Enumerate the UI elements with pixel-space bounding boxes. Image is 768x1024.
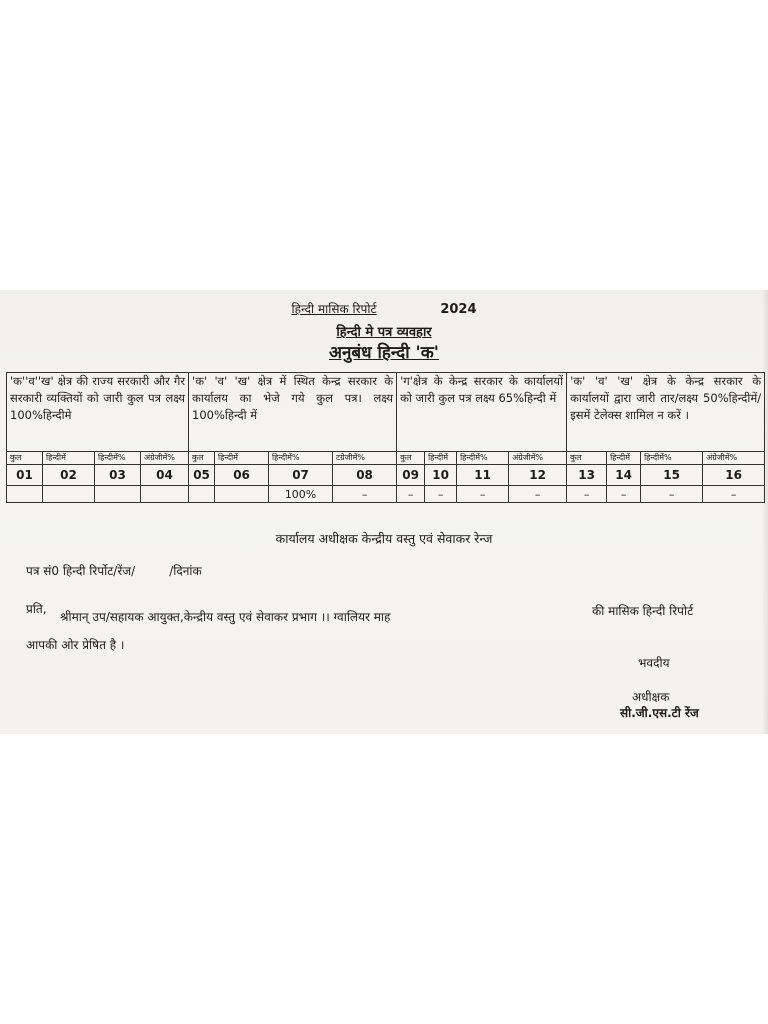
column-number: 08 xyxy=(333,465,397,486)
section-3-description: 'ग'क्षेत्र के केन्द्र सरकार के कार्यालयों को जारी कुल पत्र लक्ष्य 65%हिन्दी में xyxy=(397,373,567,452)
value-cell: – xyxy=(567,486,607,503)
column-header: अंग्रेजीमें% xyxy=(509,452,567,465)
column-header: हिन्दीमें% xyxy=(641,452,703,465)
closing: भवदीय xyxy=(638,656,670,670)
reference-number: पत्र सं0 हिन्दी रिर्पोट/रेंज/ xyxy=(26,564,136,578)
value-cell: – xyxy=(425,486,457,503)
value-cell: – xyxy=(333,486,397,503)
report-subtitle xyxy=(0,322,768,340)
section-1-description: 'क''व''ख' क्षेत्र की राज्य सरकारी और गैर सरकारी व्यक्तियों को जारी कुल पत्र लक्ष्य 100%हिन्दीमे xyxy=(7,373,189,452)
column-header: हिन्दीमें xyxy=(607,452,641,465)
value-cell xyxy=(215,486,269,503)
reference-date: /दिनांक xyxy=(169,564,202,578)
reference-line xyxy=(26,562,202,579)
value-cell: – xyxy=(641,486,703,503)
value-cell xyxy=(141,486,189,503)
column-header: हिन्दीमें% xyxy=(95,452,141,465)
column-number: 05 xyxy=(189,465,215,486)
report-heading xyxy=(0,300,768,317)
value-cell: 100% xyxy=(269,486,333,503)
column-header-row xyxy=(7,452,765,465)
column-number: 16 xyxy=(703,465,765,486)
to-label: प्रति, xyxy=(26,602,47,616)
column-number: 14 xyxy=(607,465,641,486)
column-header: कुल xyxy=(7,452,43,465)
column-number: 01 xyxy=(7,465,43,486)
column-header: अंग्रेजीमें% xyxy=(141,452,189,465)
column-number: 02 xyxy=(43,465,95,486)
annexure-title xyxy=(0,340,768,363)
column-number: 06 xyxy=(215,465,269,486)
document-photo xyxy=(0,290,768,734)
signatory-range: सी.जी.एस.टी रेंज xyxy=(620,706,699,720)
column-header: कुल xyxy=(397,452,425,465)
column-header: हिन्दीमें xyxy=(215,452,269,465)
subtitle-text: हिन्दी मे पत्र व्यवहार xyxy=(336,325,432,340)
value-row xyxy=(7,486,765,503)
column-number-row xyxy=(7,465,765,486)
column-number: 04 xyxy=(141,465,189,486)
description-row xyxy=(7,373,765,452)
column-number: 13 xyxy=(567,465,607,486)
column-header: कुल xyxy=(189,452,215,465)
annexure-text: अनुबंध हिन्दी 'क' xyxy=(329,343,439,363)
value-cell: – xyxy=(457,486,509,503)
column-number: 07 xyxy=(269,465,333,486)
addressee: श्रीमान् उप/सहायक आयुक्त,केन्द्रीय वस्तु एवं सेवाकर प्रभाग ।। ग्वालियर माह xyxy=(60,610,391,624)
column-number: 03 xyxy=(95,465,141,486)
monthly-report-text: की मासिक हिन्दी रिपोर्ट xyxy=(592,604,694,618)
value-cell xyxy=(7,486,43,503)
value-cell: – xyxy=(703,486,765,503)
column-header: कुल xyxy=(567,452,607,465)
report-title: हिन्दी मासिक रिपोर्ट xyxy=(291,302,377,316)
value-cell: – xyxy=(607,486,641,503)
column-number: 15 xyxy=(641,465,703,486)
column-header: हिन्दीमें% xyxy=(457,452,509,465)
column-header: टग्रेजीमें% xyxy=(333,452,397,465)
column-header: हिन्दीमें xyxy=(43,452,95,465)
photo-edge-shadow xyxy=(762,290,768,734)
value-cell xyxy=(43,486,95,503)
column-number: 10 xyxy=(425,465,457,486)
value-cell xyxy=(189,486,215,503)
column-number: 12 xyxy=(509,465,567,486)
column-number: 11 xyxy=(457,465,509,486)
column-header: हिन्दीमें xyxy=(425,452,457,465)
column-header: हिन्दीमें% xyxy=(269,452,333,465)
report-table xyxy=(6,372,765,503)
value-cell: – xyxy=(397,486,425,503)
column-header: अंग्रेजीमें% xyxy=(703,452,765,465)
office-line: कार्यालय अधीक्षक केन्द्रीय वस्तु एवं सेवाकर रेन्ज xyxy=(275,531,493,546)
forwarded-text: आपकी ओर प्रेषित है । xyxy=(26,638,125,652)
section-4-description: 'क' 'व' 'ख' क्षेत्र के केन्द्र सरकार के कार्यालयों द्वारा जारी तार/लक्ष्य 50%हिन्दीमें/इसमें टेलेक्स शामिल न करें । xyxy=(567,373,765,452)
report-year: 2024 xyxy=(440,302,477,317)
signatory-title: अधीक्षक xyxy=(632,690,670,704)
column-number: 09 xyxy=(397,465,425,486)
value-cell xyxy=(95,486,141,503)
section-2-description: 'क' 'व' 'ख' क्षेत्र में स्थित केन्द्र सरकार के कार्यालय का भेजे गये कुल पत्र। लक्ष्य 100%हिन्दी में xyxy=(189,373,397,452)
value-cell: – xyxy=(509,486,567,503)
